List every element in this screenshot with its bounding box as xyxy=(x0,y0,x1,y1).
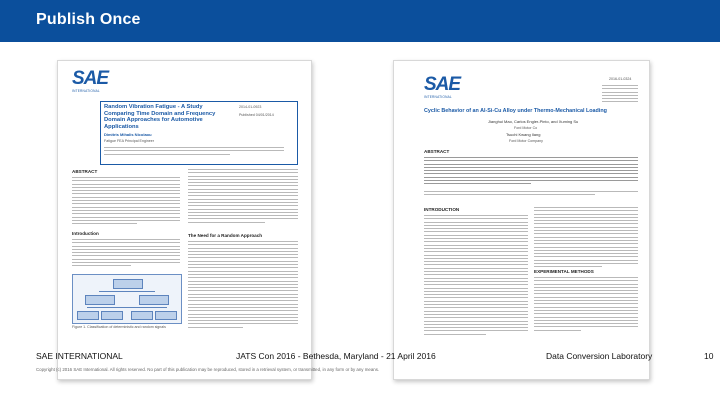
figure-caption: Figure 1. Classification of deterministic and random signals xyxy=(72,325,166,329)
abstract-text xyxy=(72,177,180,226)
footer-event: JATS Con 2016 - Bethesda, Maryland - 21 April 2016 xyxy=(236,351,436,361)
figure-diagram xyxy=(72,274,182,324)
abstract-text xyxy=(424,157,638,187)
paper-authors: Jianghui Mao, Carlos Engler-Pinto, and Xuming Su xyxy=(488,119,579,124)
paper-authors: Dimitris Mihalis Nicolaou xyxy=(104,132,152,137)
section-heading: The Need for a Random Approach xyxy=(188,233,263,238)
page-number: 10 xyxy=(704,351,714,361)
author-affiliation: Ford Motor Co xyxy=(514,126,538,130)
author-affiliation-2: Ford Motor Company xyxy=(509,139,543,143)
paper-number: 2014-01-0923 xyxy=(239,105,262,109)
citation-lines xyxy=(104,147,284,157)
paper-number: 2016-01-0324 xyxy=(609,77,632,81)
sae-logo: SAE INTERNATIONAL xyxy=(424,74,461,99)
section-text xyxy=(188,241,298,330)
body-text-column xyxy=(534,207,638,270)
introduction-text xyxy=(72,239,180,269)
document-page-left[interactable] xyxy=(57,60,312,380)
copyright-notice: Copyright (c) 2016 SAE International. All rights reserved. No part of this publication may be reproduced, stored in a retrieval system, or transmitted, in any form or by any means. xyxy=(36,367,380,372)
footer-company: Data Conversion Laboratory xyxy=(546,351,653,361)
introduction-text xyxy=(424,215,528,337)
paper-authors-2: Tsuchi Kwang Ilang xyxy=(506,132,541,137)
document-page-right[interactable] xyxy=(393,60,653,380)
abstract-heading: ABSTRACT xyxy=(72,169,98,174)
introduction-heading: Introduction xyxy=(72,231,99,236)
slide-title: Publish Once xyxy=(36,11,141,28)
paper-title: Cyclic Behavior of an Al-Si-Cu Alloy under Thermo-Mechanical Loading xyxy=(424,108,607,114)
publish-date: Published 04/01/2014 xyxy=(239,113,274,117)
methods-text xyxy=(534,277,638,333)
author-affiliation: Fatigue FEA Principal Engineer xyxy=(104,139,154,143)
methods-heading: EXPERIMENTAL METHODS xyxy=(534,269,594,274)
body-text-column xyxy=(188,169,298,225)
citation-lines xyxy=(424,191,638,198)
paper-title: Random Vibration Fatigue - A Study Comparing Time Domain and Frequency Domain Approaches for Automotive Applications xyxy=(104,104,216,130)
publication-meta xyxy=(602,85,638,105)
footer-organization: SAE INTERNATIONAL xyxy=(36,351,123,361)
introduction-heading: INTRODUCTION xyxy=(424,207,460,212)
abstract-heading: ABSTRACT xyxy=(424,149,450,154)
sae-logo: SAE INTERNATIONAL xyxy=(72,68,109,93)
